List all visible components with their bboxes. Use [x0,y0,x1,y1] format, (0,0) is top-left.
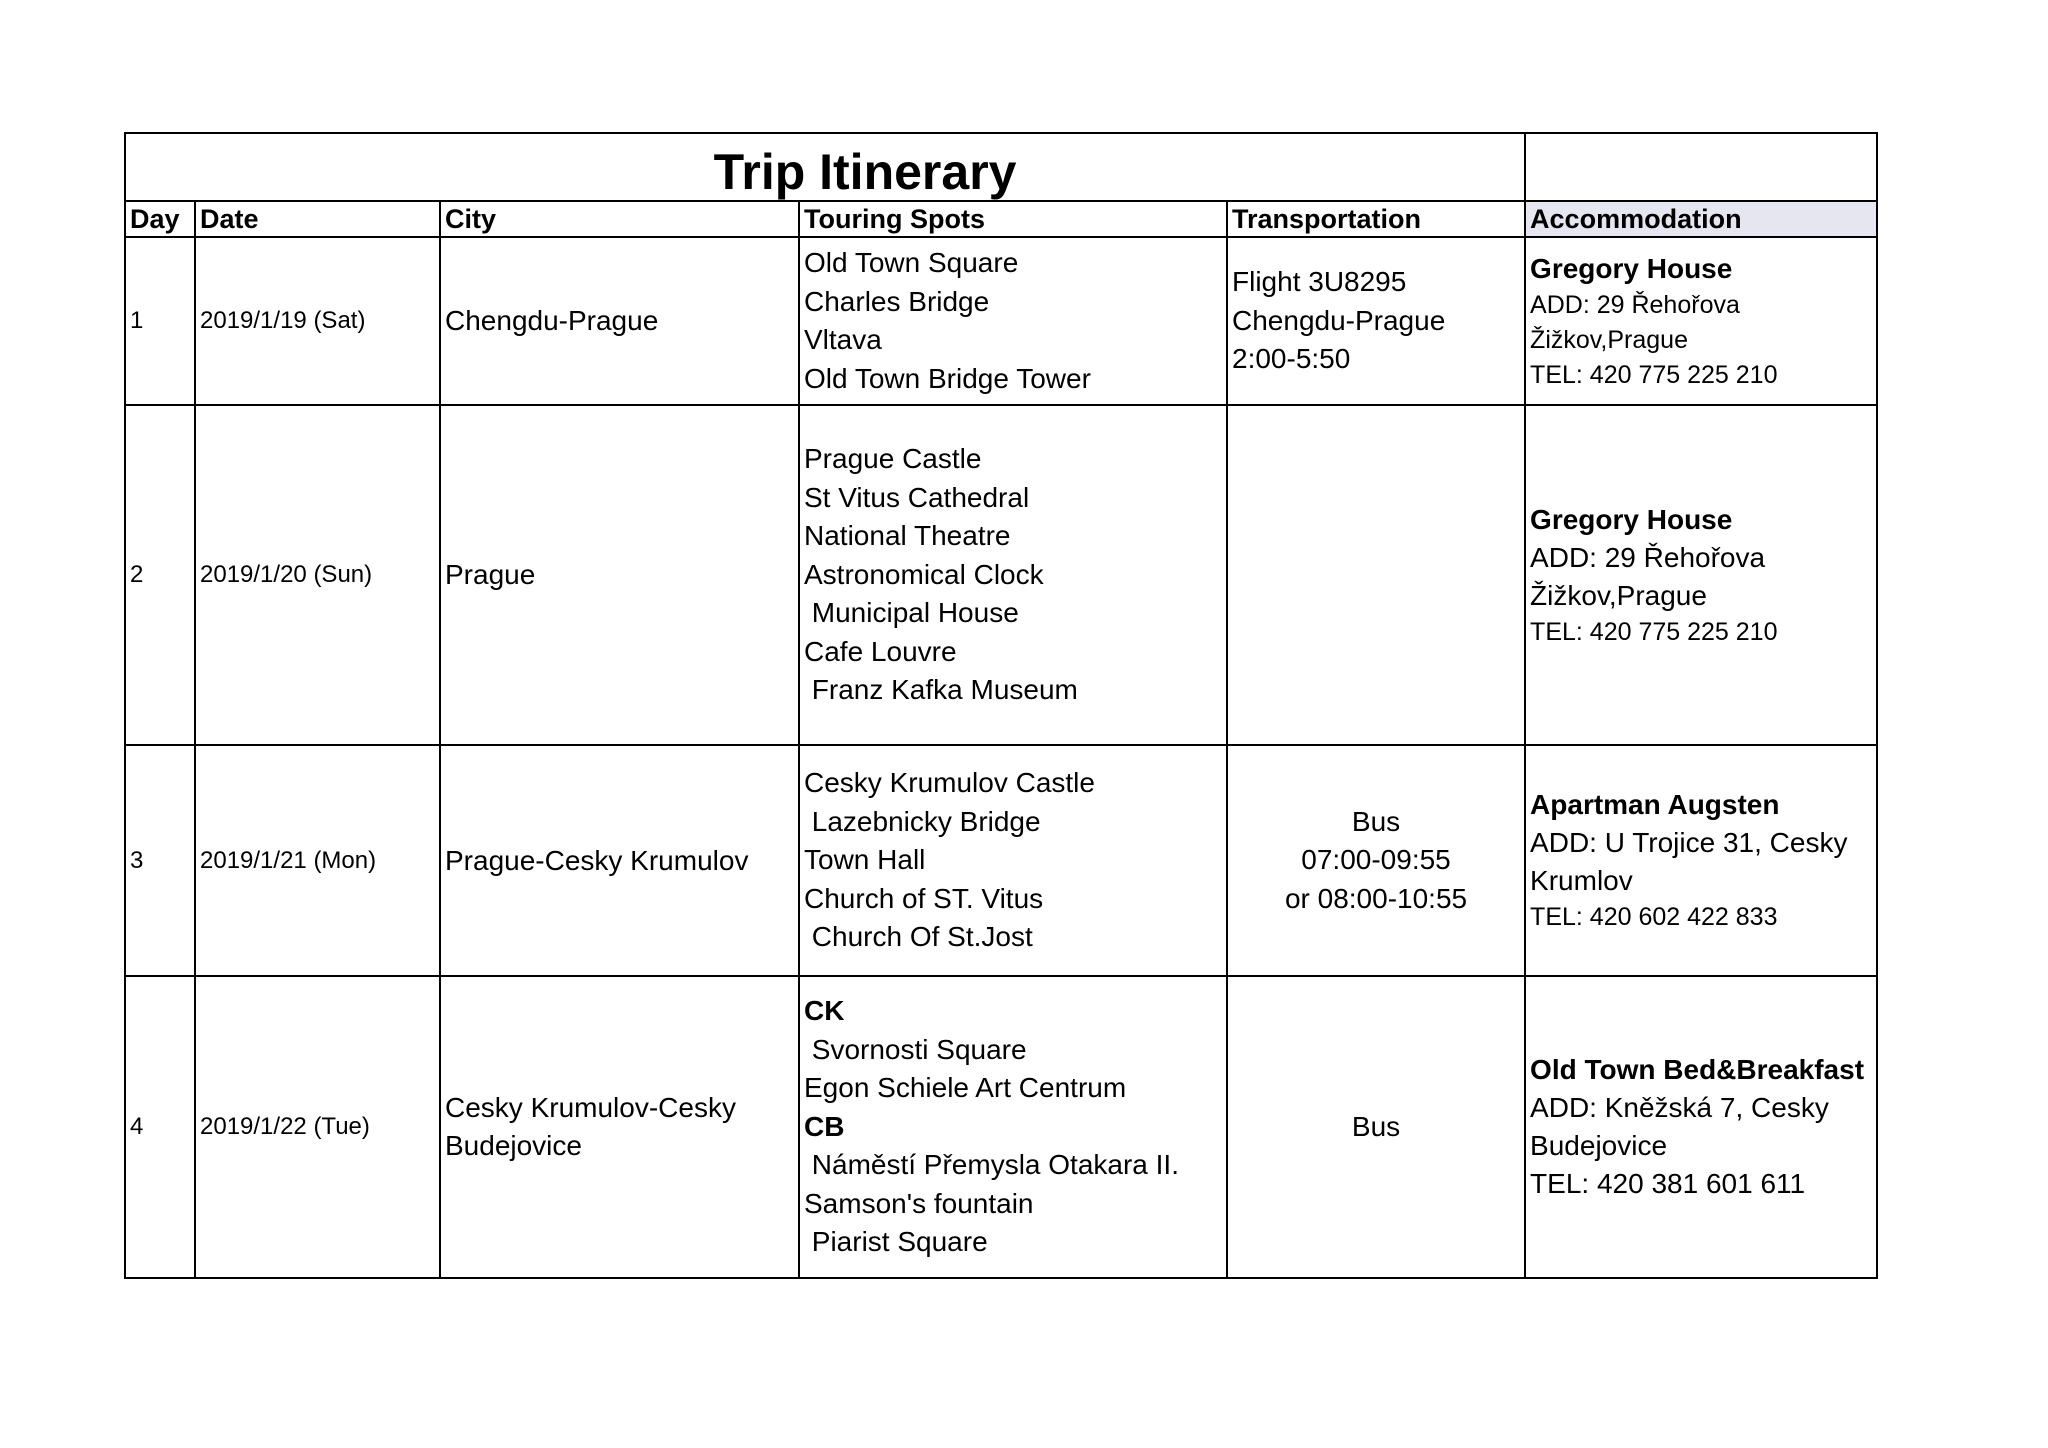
date-cell: 2019/1/22 (Tue) [195,976,440,1278]
transportation-cell [1227,237,1525,405]
spot-item: Prague Castle [804,443,982,475]
transport-line: Bus [1351,805,1401,837]
spot-item: Egon Schiele Art Centrum [804,1072,1127,1104]
hotel-address-line2: Budejovice [1530,1130,1668,1161]
spot-item: Municipal House [804,597,1019,629]
title-blank-cell [1525,133,1877,201]
transport-line: 07:00-09:55 [1301,844,1451,876]
spot-item: Vltava [804,324,882,355]
transport-line: Chengdu-Prague [1232,304,1446,336]
hotel-tel: TEL: 420 775 225 210 [1530,617,1778,646]
transportation-cell [1227,976,1525,1278]
header-touring-spots: Touring Spots [799,201,1227,237]
spot-item: Church of ST. Vitus [804,882,1044,914]
city-cell: Chengdu-Prague [440,237,799,405]
header-date: Date [195,201,440,237]
table-row [125,745,1877,976]
day-cell: 2 [125,405,195,745]
itinerary-table [124,132,1878,1279]
spot-item: Cafe Louvre [804,635,957,667]
city-cell: Prague-Cesky Krumulov [440,745,799,976]
header-day: Day [125,201,195,237]
transport-line: 2:00-5:50 [1232,343,1351,375]
city-line: Cesky Krumulov-Cesky [445,1092,736,1123]
city-line: Budejovice [445,1130,582,1161]
spot-item: St Vitus Cathedral [804,481,1030,513]
transport-line: or 08:00-10:55 [1284,882,1468,914]
touring-spots-cell [799,405,1227,745]
spot-item: Town Hall [804,844,926,876]
day-cell: 1 [125,237,195,405]
hotel-address-line2: Žižkov,Prague [1530,579,1707,611]
header-accommodation: Accommodation [1525,201,1877,237]
accommodation-cell [1525,976,1877,1278]
spot-item: Náměstí Přemysla Otakara II. [804,1149,1179,1181]
hotel-address-line1: ADD: Kněžská 7, Cesky [1530,1092,1829,1123]
spot-item: Lazebnicky Bridge [804,805,1041,837]
hotel-address-line2: Krumlov [1530,865,1633,896]
hotel-address-line1: ADD: U Trojice 31, Cesky [1530,827,1848,858]
day-cell: 3 [125,745,195,976]
city-cell: Prague [440,405,799,745]
accommodation-cell [1525,405,1877,745]
spot-item: Astronomical Clock [804,558,1044,590]
table-row [125,976,1877,1278]
hotel-tel: TEL: 420 602 422 833 [1530,903,1778,931]
hotel-name: Gregory House [1530,503,1733,535]
table-row [125,237,1877,405]
accommodation-cell [1525,745,1877,976]
hotel-name: Old Town Bed&Breakfast [1530,1054,1865,1085]
spot-group-label: CK [804,995,845,1027]
spot-item: Franz Kafka Museum [804,674,1078,706]
spot-item: Charles Bridge [804,285,990,317]
transportation-cell [1227,405,1525,745]
spot-item: Church Of St.Jost [804,921,1033,953]
day-cell: 4 [125,976,195,1278]
spot-item: National Theatre [804,520,1011,552]
date-cell: 2019/1/21 (Mon) [195,745,440,976]
header-transportation: Transportation [1227,201,1525,237]
hotel-tel: TEL: 420 775 225 210 [1530,360,1778,389]
spot-item: Piarist Square [804,1226,988,1258]
page-title: Trip Itinerary [713,144,1017,200]
hotel-name: Gregory House [1530,252,1733,284]
touring-spots-cell [799,237,1227,405]
spot-item: Samson's fountain [804,1187,1034,1219]
header-city: City [440,201,799,237]
touring-spots-cell [799,745,1227,976]
hotel-address-line2: Žižkov,Prague [1530,325,1688,354]
hotel-address-line1: ADD: 29 Řehořova [1530,541,1766,573]
city-cell [440,976,799,1278]
hotel-address-line1: ADD: 29 Řehořova [1530,290,1740,319]
touring-spots-cell [799,976,1227,1278]
date-cell: 2019/1/19 (Sat) [195,237,440,405]
title-row [125,133,1877,201]
date-cell: 2019/1/20 (Sun) [195,405,440,745]
spot-item: Old Town Square [804,247,1019,278]
spot-item: Old Town Bridge Tower [804,362,1091,394]
hotel-name: Apartman Augsten [1530,789,1780,820]
spot-item: Cesky Krumulov Castle [804,767,1095,799]
transport-line: Bus [1351,1110,1401,1142]
spot-group-label: CB [804,1110,845,1142]
accommodation-cell [1525,237,1877,405]
header-row [125,201,1877,237]
transport-line: Flight 3U8295 [1232,266,1407,298]
spot-item: Svornosti Square [804,1033,1027,1065]
title-cell [125,133,1525,201]
table-row [125,405,1877,745]
hotel-tel: TEL: 420 381 601 611 [1530,1168,1806,1199]
transportation-cell [1227,745,1525,976]
itinerary-sheet [124,132,1876,1283]
